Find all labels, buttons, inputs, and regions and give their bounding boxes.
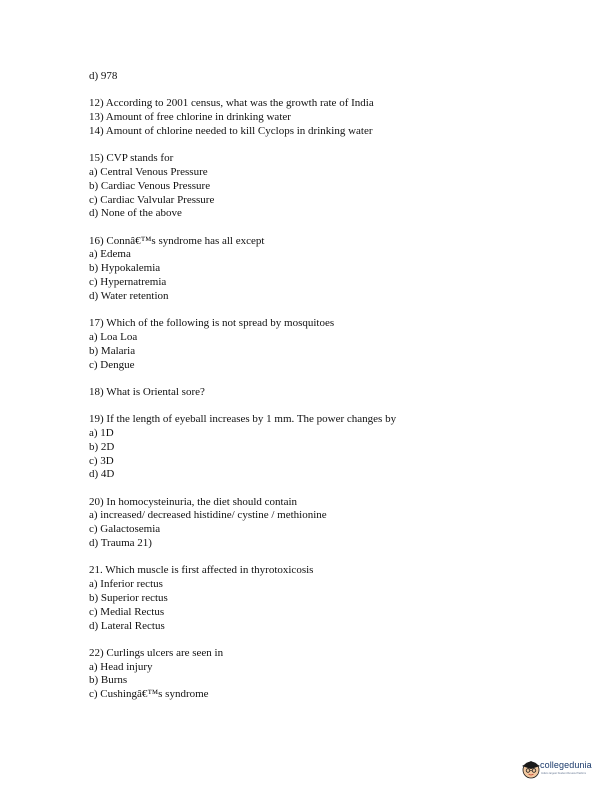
option-line: b) Superior rectus (89, 591, 168, 604)
question-line: 22) Curlings ulcers are seen in (89, 646, 224, 659)
question-block (89, 97, 589, 138)
question-line: 13) Amount of free chlorine in drinking water (89, 111, 291, 124)
question-line: 21. Which muscle is first affected in thyrotoxicosis (89, 564, 314, 577)
option-line: d) Water retention (89, 289, 169, 302)
question-block (89, 317, 589, 372)
logo-tagline: India's largest Student Review Platform (541, 772, 587, 775)
option-line: b) Burns (89, 674, 128, 687)
option-line: d) Trauma 21) (89, 537, 152, 550)
question-line: 16) Connâ€™s syndrome has all except (89, 234, 265, 247)
question-block (89, 70, 589, 84)
option-line: a) Edema (89, 248, 131, 261)
option-line: c) 3D (89, 454, 114, 467)
option-line: a) increased/ decreased histidine/ cystine / methionine (89, 509, 327, 522)
option-line: b) Cardiac Venous Pressure (89, 179, 211, 192)
question-line: 18) What is Oriental sore? (89, 385, 205, 398)
question-line: 12) According to 2001 census, what was the growth rate of India (89, 97, 374, 110)
option-line: b) Malaria (89, 344, 136, 357)
question-line: 19) If the length of eyeball increases by 1 mm. The power changes by (89, 413, 397, 426)
option-line: d) None of the above (89, 207, 182, 220)
question-block (89, 496, 589, 551)
option-line: a) Central Venous Pressure (89, 165, 208, 178)
question-line: 15) CVP stands for (89, 152, 174, 165)
option-line: d) 4D (89, 468, 115, 481)
student-mascot-icon (520, 758, 542, 780)
logo-wordmark: collegedunia (540, 760, 592, 770)
question-line: 17) Which of the following is not spread by mosquitoes (89, 317, 335, 330)
option-line: b) 2D (89, 440, 115, 453)
option-line: c) Galactosemia (89, 523, 161, 536)
question-block (89, 152, 589, 221)
question-block (89, 235, 589, 304)
question-line: 14) Amount of chlorine needed to kill Cyclops in drinking water (89, 124, 373, 137)
text-line: d) 978 (89, 70, 118, 82)
option-line: a) Loa Loa (89, 330, 138, 343)
option-line: b) Hypokalemia (89, 262, 161, 275)
option-line: c) Cushingâ€™s syndrome (89, 688, 209, 701)
option-line: c) Cardiac Valvular Pressure (89, 193, 215, 206)
question-block (89, 386, 589, 400)
option-line: a) Head injury (89, 660, 153, 673)
collegedunia-logo[interactable] (520, 757, 600, 783)
option-line: c) Dengue (89, 358, 135, 371)
question-block (89, 564, 589, 633)
option-line: a) Inferior rectus (89, 578, 163, 591)
option-line: a) 1D (89, 426, 114, 439)
document-page (89, 70, 589, 715)
question-block (89, 647, 589, 702)
question-line: 20) In homocysteinuria, the diet should contain (89, 495, 298, 508)
option-line: c) Medial Rectus (89, 605, 165, 618)
option-line: c) Hypernatremia (89, 276, 167, 289)
option-line: d) Lateral Rectus (89, 619, 165, 632)
question-block (89, 413, 589, 482)
